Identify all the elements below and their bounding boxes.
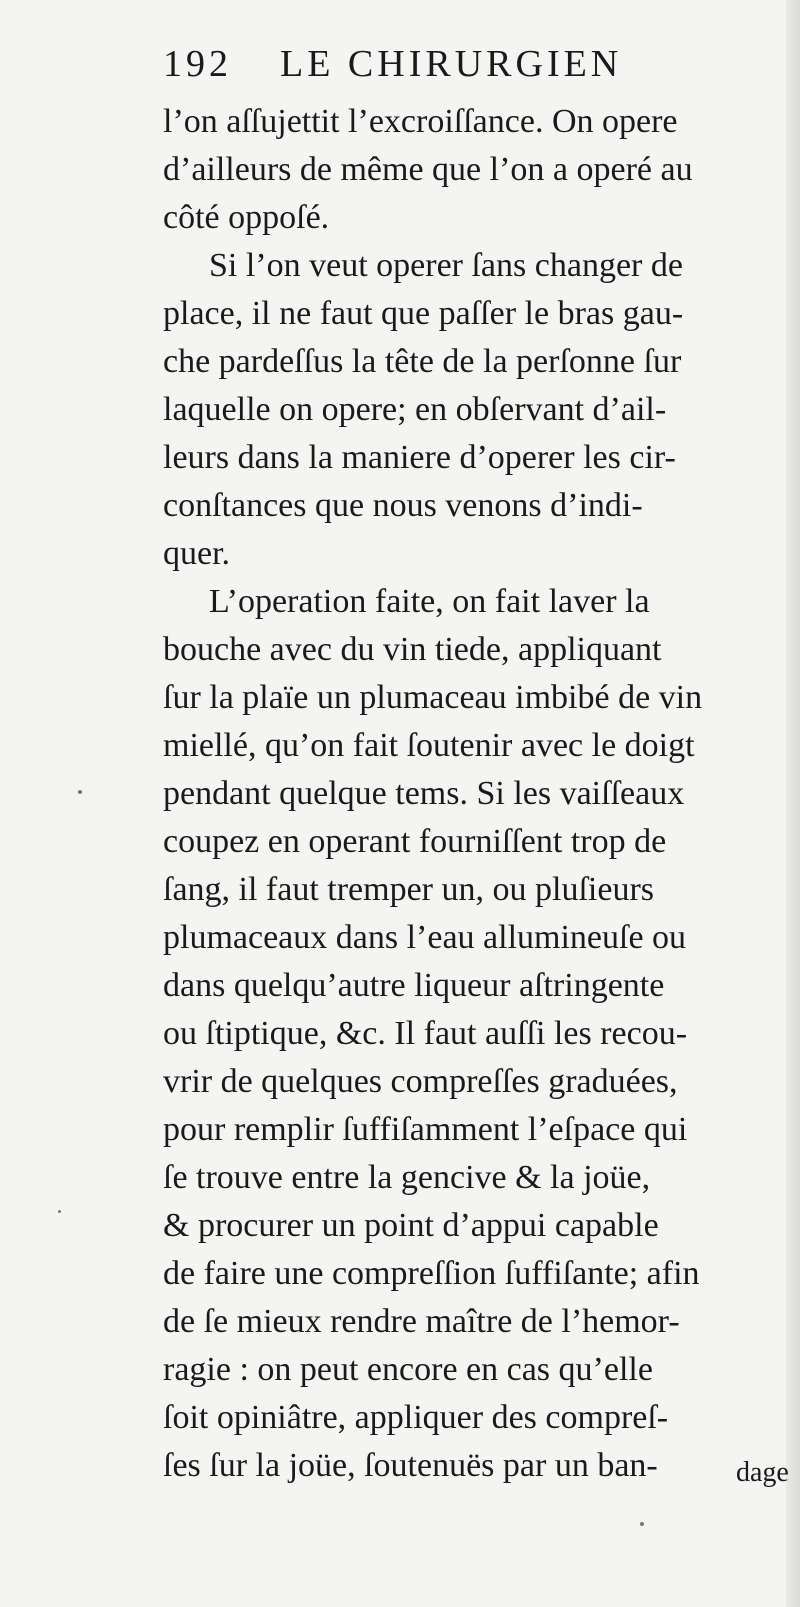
text-line: place, il ne faut que paſſer le bras gau- [163, 295, 684, 332]
text-line: L’operation faite, on fait laver la [209, 583, 650, 620]
text-line: ſur la plaïe un plumaceau imbibé de vin [163, 679, 703, 716]
text-line: ragie : on peut encore en cas qu’elle [163, 1351, 653, 1388]
ink-speck [78, 790, 82, 794]
ink-speck [640, 1522, 644, 1526]
text-line: de faire une compreſſion ſuffiſante; afin [163, 1255, 700, 1292]
text-line: ſes ſur la joüe, ſoutenuës par un ban- [163, 1447, 658, 1484]
text-line: ou ſtiptique, &c. Il faut auſſi les recou- [163, 1015, 688, 1052]
text-line: che pardeſſus la tête de la perſonne ſur [163, 343, 682, 380]
text-line: laquelle on opere; en obſervant d’ail- [163, 391, 667, 428]
text-line: Si l’on veut operer ſans changer de [209, 247, 683, 284]
text-line: & procurer un point d’appui capable [163, 1207, 659, 1244]
ink-speck [58, 1210, 61, 1213]
text-line: bouche avec du vin tiede, appliquant [163, 631, 662, 668]
text-line: ſoit opiniâtre, appliquer des compreſ- [163, 1399, 669, 1436]
page-edge [786, 0, 800, 1607]
text-line: de ſe mieux rendre maître de l’hemor- [163, 1303, 680, 1340]
running-title: LE CHIRURGIEN [280, 43, 623, 85]
text-line: côté oppoſé. [163, 199, 330, 236]
text-line: conſtances que nous venons d’indi- [163, 487, 643, 524]
body-text [163, 98, 773, 1490]
text-line: ſang, il faut tremper un, ou pluſieurs [163, 871, 654, 908]
text-line: plumaceaux dans l’eau allumineuſe ou [163, 919, 687, 956]
text-line: miellé, qu’on fait ſoutenir avec le doigt [163, 727, 695, 764]
text-line: dans quelqu’autre liqueur aſtringente [163, 967, 665, 1004]
text-line: quer. [163, 535, 231, 572]
text-line: vrir de quelques compreſſes graduées, [163, 1063, 678, 1100]
catchword: dage [736, 1457, 789, 1488]
text-line: coupez en operant fourniſſent trop de [163, 823, 667, 860]
text-line: ſe trouve entre la gencive & la joüe, [163, 1159, 651, 1196]
text-line: l’on aſſujettit l’excroiſſance. On opere [163, 103, 678, 140]
text-line: d’ailleurs de même que l’on a operé au [163, 151, 693, 188]
text-line: leurs dans la maniere d’operer les cir- [163, 439, 676, 476]
text-line: pendant quelque tems. Si les vaiſſeaux [163, 775, 685, 812]
page-number: 192 [163, 43, 232, 85]
text-line: pour remplir ſuffiſamment l’eſpace qui [163, 1111, 688, 1148]
running-header [163, 42, 723, 102]
